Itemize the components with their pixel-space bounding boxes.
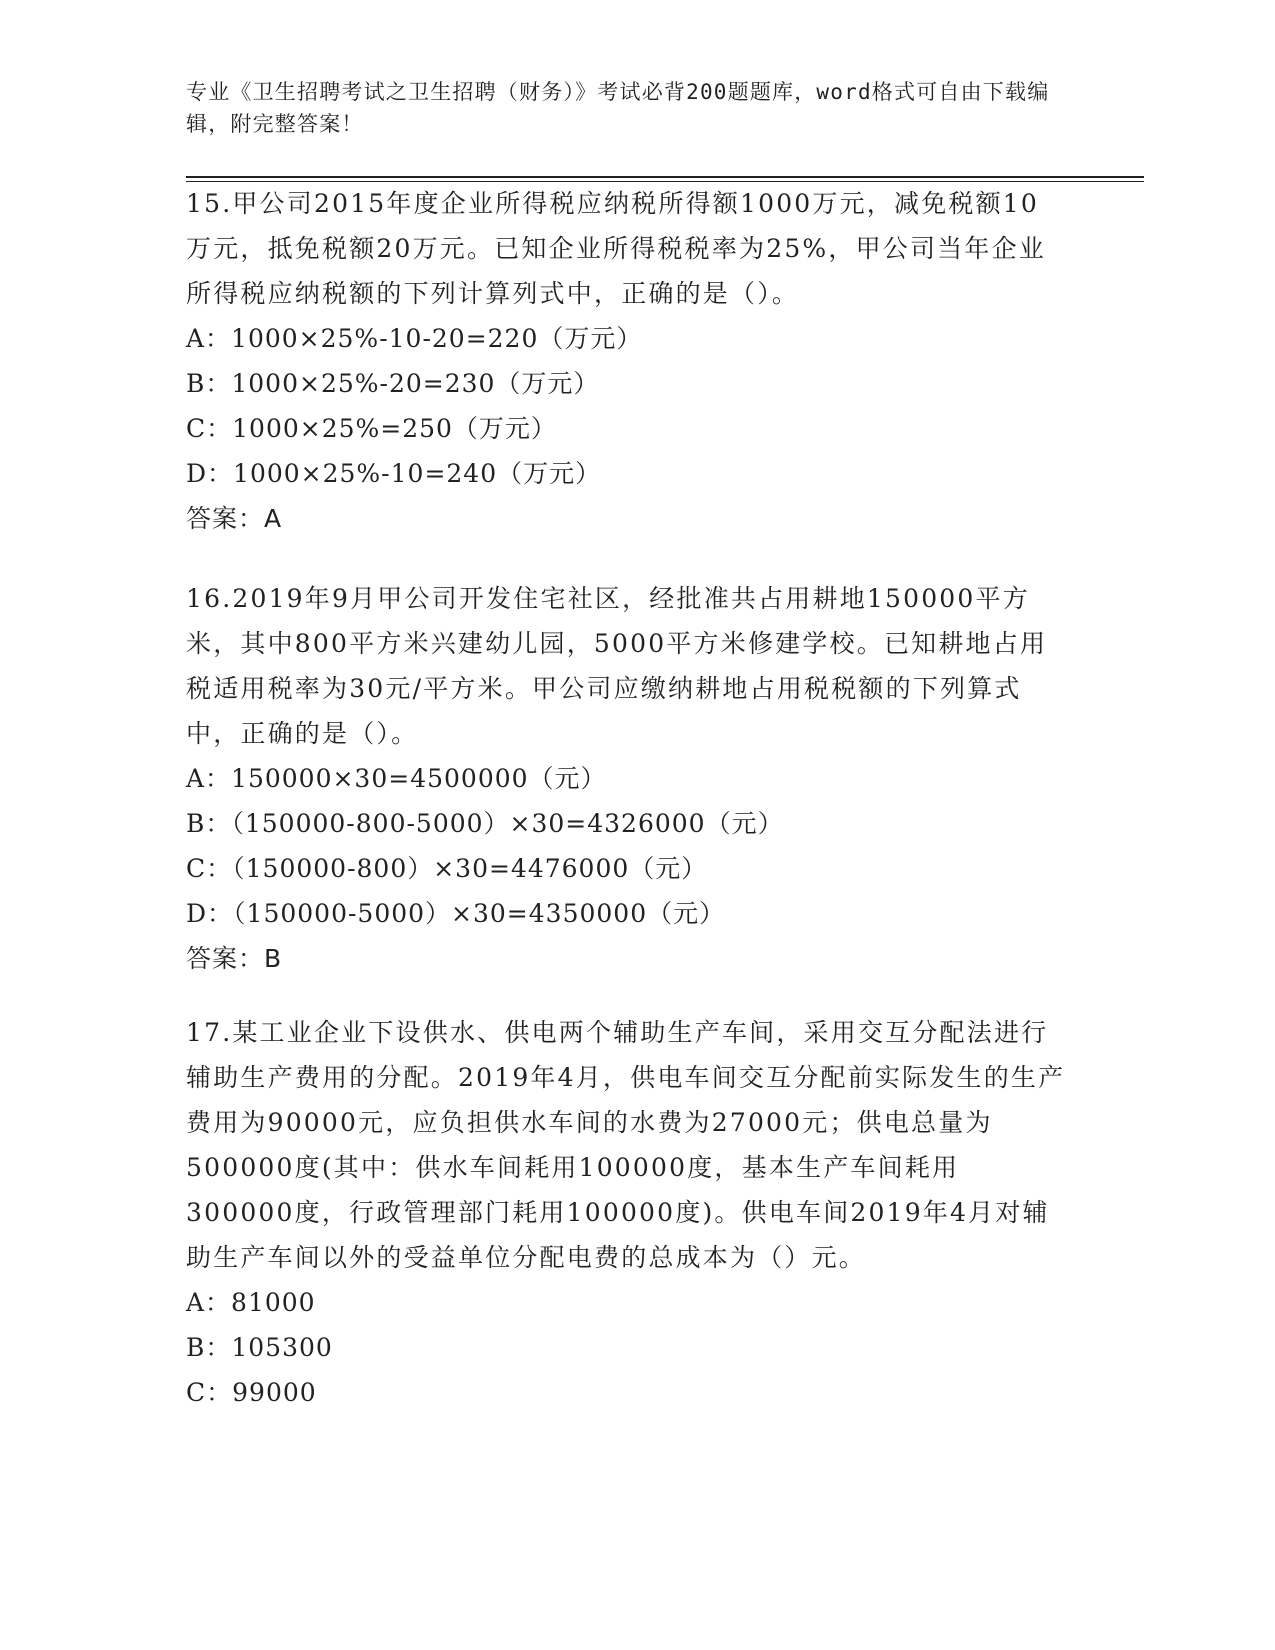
answer-label: 答案：B	[186, 944, 283, 973]
question-15	[186, 181, 1066, 542]
question-stem: 16.2019年9月甲公司开发住宅社区，经批准共占用耕地150000平方米，其中800平方米兴建幼儿园，5000平方米修建学校。已知耕地占用税适用税率为30元/平方米。甲公司应缴纳耕地占用税税额的下列算式中，正确的是（）。	[186, 584, 1048, 748]
question-stem: 17.某工业企业下设供水、供电两个辅助生产车间，采用交互分配法进行辅助生产费用的分配。2019年4月，供电车间交互分配前实际发生的生产费用为90000元，应负担供水车间的水费为27000元；供电总量为500000度(其中：供水车间耗用100000度，基本生产车间耗用300000度，行政管理部门耗用100000度)。供电车间2019年4月对辅助生产车间以外的受益单位分配电费的总成本为（）元。	[186, 1018, 1066, 1272]
option-c: C：99000	[186, 1378, 317, 1407]
question-16	[186, 576, 1066, 982]
question-stem: 15.甲公司2015年度企业所得税应纳税所得额1000万元，减免税额10万元，抵免税额20万元。已知企业所得税税率为25%，甲公司当年企业所得税应纳税额的下列计算列式中，正确的是（）。	[186, 189, 1046, 308]
option-d: D：（150000-5000）×30=4350000（元）	[186, 899, 726, 928]
answer-label: 答案：A	[186, 504, 283, 533]
option-d: D：1000×25%-10=240（万元）	[186, 459, 602, 488]
question-17	[186, 1010, 1066, 1415]
option-b: B：（150000-800-5000）×30=4326000（元）	[186, 809, 784, 838]
header-divider	[186, 176, 1144, 178]
option-b: B：105300	[186, 1333, 333, 1362]
option-a: A：81000	[186, 1288, 316, 1317]
option-c: C：（150000-800）×30=4476000（元）	[186, 854, 708, 883]
option-b: B：1000×25%-20=230（万元）	[186, 369, 600, 398]
option-c: C：1000×25%=250（万元）	[186, 414, 557, 443]
document-header: 专业《卫生招聘考试之卫生招聘（财务）》考试必背200题题库，word格式可自由下载编辑，附完整答案！	[186, 80, 1050, 136]
option-a: A：1000×25%-10-20=220（万元）	[186, 324, 643, 353]
option-a: A：150000×30=4500000（元）	[186, 764, 607, 793]
